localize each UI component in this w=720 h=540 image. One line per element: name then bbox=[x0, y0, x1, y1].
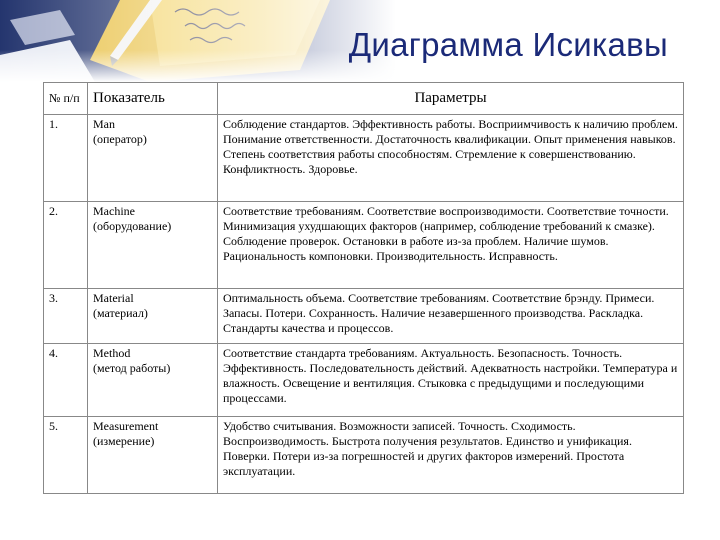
row-number: 4. bbox=[44, 344, 88, 417]
parameters-table bbox=[43, 82, 684, 494]
row-number: 1. bbox=[44, 115, 88, 202]
slide-title: Диаграмма Исикавы bbox=[348, 26, 668, 63]
indicator-ru: (измерение) bbox=[93, 434, 155, 448]
row-indicator bbox=[88, 289, 218, 344]
row-number: 3. bbox=[44, 289, 88, 344]
header-number: № п/п bbox=[44, 83, 88, 115]
row-indicator bbox=[88, 115, 218, 202]
table-row bbox=[44, 289, 684, 344]
table-row bbox=[44, 202, 684, 289]
header-parameters: Параметры bbox=[218, 83, 684, 115]
row-parameters: Соответствие стандарта требованиям. Актуальность. Безопасность. Точность. Эффективность. Последовательность действий. Адекватность настройки. Температура и влажность. Освещение и вентиляция. Стыковка с предыдущими и последующими процессами. bbox=[218, 344, 684, 417]
row-number: 2. bbox=[44, 202, 88, 289]
table-row bbox=[44, 344, 684, 417]
indicator-en: Material bbox=[93, 291, 134, 305]
row-parameters: Соответствие требованиям. Соответствие воспроизводимости. Соответствие точности. Минимизация ухудшающих факторов (например, соблюдение требований к смазке). Соблюдение проверок. Остановки в работе из-за проблем. Наличие шумов. Рациональность компоновки. Производительность. Исправность. bbox=[218, 202, 684, 289]
indicator-en: Method bbox=[93, 346, 131, 360]
row-indicator bbox=[88, 417, 218, 494]
indicator-ru: (оператор) bbox=[93, 132, 147, 146]
row-indicator bbox=[88, 202, 218, 289]
row-parameters: Соблюдение стандартов. Эффективность работы. Восприимчивость к наличию проблем. Понимание ответственности. Достаточность квалификации. Опыт применения навыков. Степень соответствия работы способностям. Стремление к совершенствованию. Конфликтность. Здоровье. bbox=[218, 115, 684, 202]
table-header-row bbox=[44, 83, 684, 115]
table-row bbox=[44, 417, 684, 494]
indicator-en: Man bbox=[93, 117, 115, 131]
indicator-ru: (материал) bbox=[93, 306, 148, 320]
row-number: 5. bbox=[44, 417, 88, 494]
row-indicator bbox=[88, 344, 218, 417]
indicator-en: Machine bbox=[93, 204, 135, 218]
row-parameters: Оптимальность объема. Соответствие требованиям. Соответствие брэнду. Примеси. Запасы. Потери. Сохранность. Наличие незавершенного производства. Раскладка. Стандарты качества и процессов. bbox=[218, 289, 684, 344]
indicator-ru: (оборудование) bbox=[93, 219, 172, 233]
row-parameters: Удобство считывания. Возможности записей. Точность. Сходимость. Воспроизводимость. Быстрота получения результатов. Единство и унификация. Поверки. Потери из-за погрешностей и других факторов измерений. Простота эксплуатации. bbox=[218, 417, 684, 494]
table-row bbox=[44, 115, 684, 202]
indicator-en: Measurement bbox=[93, 419, 159, 433]
indicator-ru: (метод работы) bbox=[93, 361, 171, 375]
header-indicator: Показатель bbox=[88, 83, 218, 115]
